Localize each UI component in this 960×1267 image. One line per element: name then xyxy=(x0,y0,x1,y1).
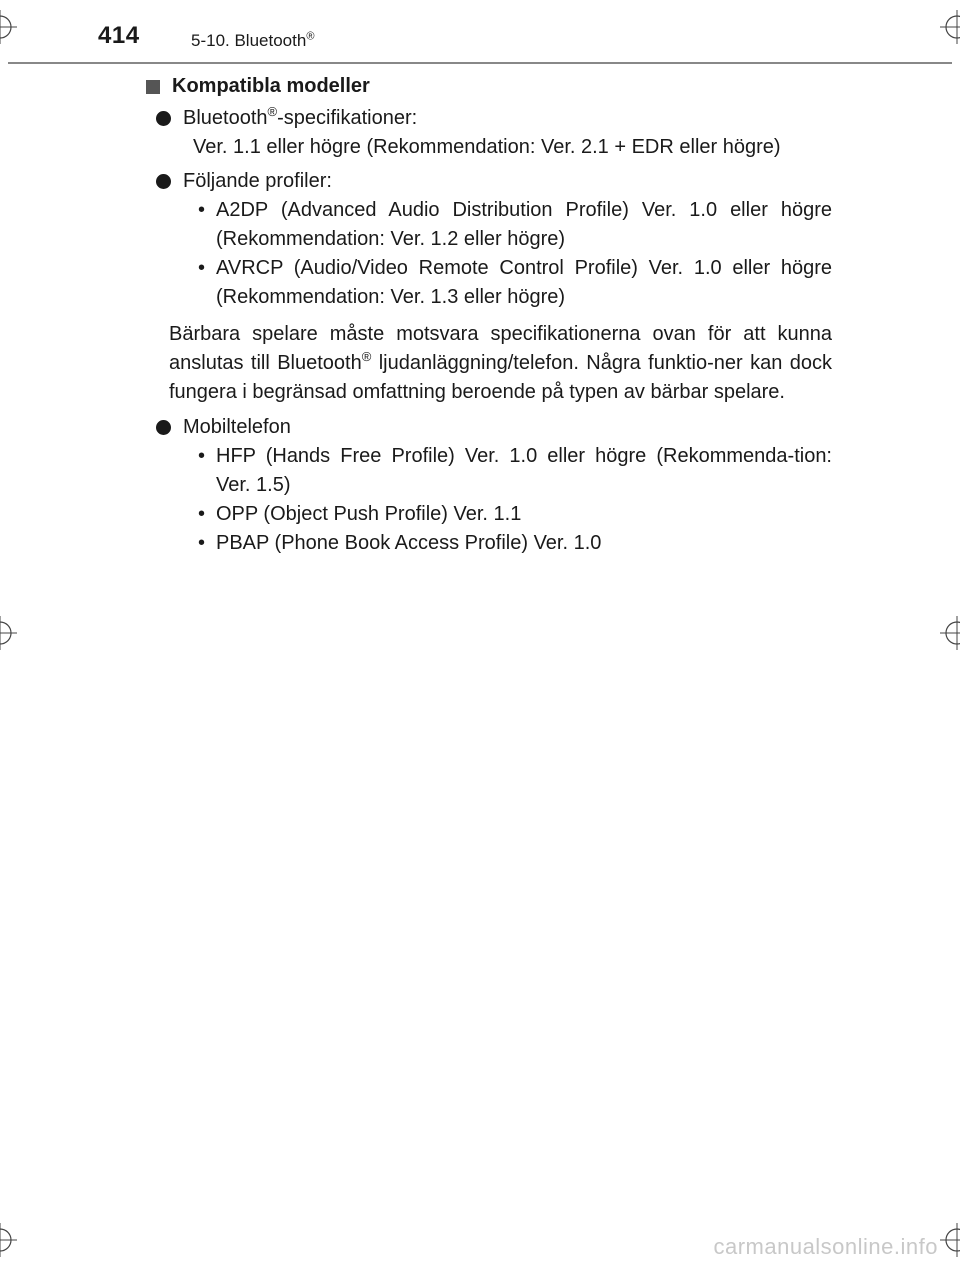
circle-bullet-icon xyxy=(156,174,171,189)
page-number: 414 xyxy=(98,22,140,49)
crop-mark-top-left xyxy=(0,10,17,44)
bullet-label: Mobiltelefon xyxy=(183,416,291,438)
bullet-detail: Ver. 1.1 eller högre (Rekommendation: Ver. 2.1 + EDR eller högre) xyxy=(193,136,781,158)
bullet-bluetooth-spec xyxy=(146,104,832,162)
bullet-mobile-phone xyxy=(146,413,832,558)
bullet-label-suffix: -specifikationer: xyxy=(277,107,418,129)
list-item xyxy=(146,442,832,500)
sub-bullet: • xyxy=(198,257,206,279)
watermark: carmanualsonline.info xyxy=(713,1234,938,1259)
crop-mark-middle-left xyxy=(0,616,17,650)
phone-profile-list xyxy=(146,442,832,558)
list-item xyxy=(146,196,832,254)
crop-mark-bottom-left xyxy=(0,1223,17,1257)
section-title xyxy=(191,31,314,51)
page-content xyxy=(146,72,832,558)
sub-bullet: • xyxy=(198,445,206,467)
heading-text: Kompatibla modeller xyxy=(172,75,370,97)
header-rule xyxy=(8,62,952,64)
list-item xyxy=(146,529,832,558)
registered-mark: ® xyxy=(361,349,372,365)
bullet-label xyxy=(183,104,832,133)
crop-mark-bottom-right xyxy=(940,1223,960,1257)
paragraph-text-2: ljudanläggning/telefon. Några funktio-ner kan dock fungera i begränsad omfattning beroende på typen av bärbar spelare. xyxy=(169,352,832,403)
crop-mark-middle-right xyxy=(940,616,960,650)
sub-bullet: • xyxy=(198,532,206,554)
section-title-text: 5-10. Bluetooth xyxy=(191,31,307,50)
sub-bullet: • xyxy=(198,503,206,525)
square-bullet-icon xyxy=(146,80,160,94)
list-item-text: AVRCP (Audio/Video Remote Control Profile) Ver. 1.0 eller högre (Rekommendation: Ver. 1.3 eller högre) xyxy=(216,257,832,308)
circle-bullet-icon xyxy=(156,111,171,126)
list-item xyxy=(146,254,832,312)
list-item-text: A2DP (Advanced Audio Distribution Profile) Ver. 1.0 eller högre (Rekommendation: Ver. 1.2 eller högre) xyxy=(216,199,832,250)
list-item xyxy=(146,500,832,529)
paragraph-portable-players xyxy=(146,320,832,407)
list-item-text: HFP (Hands Free Profile) Ver. 1.0 eller högre (Rekommenda-tion: Ver. 1.5) xyxy=(216,445,832,496)
registered-mark: ® xyxy=(267,104,278,120)
list-item-text: PBAP (Phone Book Access Profile) Ver. 1.0 xyxy=(216,532,602,554)
bullet-label-text: Bluetooth xyxy=(183,107,268,129)
bullet-profiles xyxy=(146,167,832,312)
circle-bullet-icon xyxy=(156,420,171,435)
list-item-text: OPP (Object Push Profile) Ver. 1.1 xyxy=(216,503,522,525)
crop-mark-top-right xyxy=(940,10,960,44)
sub-bullet: • xyxy=(198,199,206,221)
registered-mark: ® xyxy=(306,30,315,43)
paragraph-text-1: Bärbara spelare måste motsvara specifikationerna ovan för att kunna anslutas till Bluetooth xyxy=(169,323,832,374)
bullet-label: Följande profiler: xyxy=(183,170,332,192)
profile-list xyxy=(146,196,832,312)
section-heading xyxy=(146,72,832,101)
